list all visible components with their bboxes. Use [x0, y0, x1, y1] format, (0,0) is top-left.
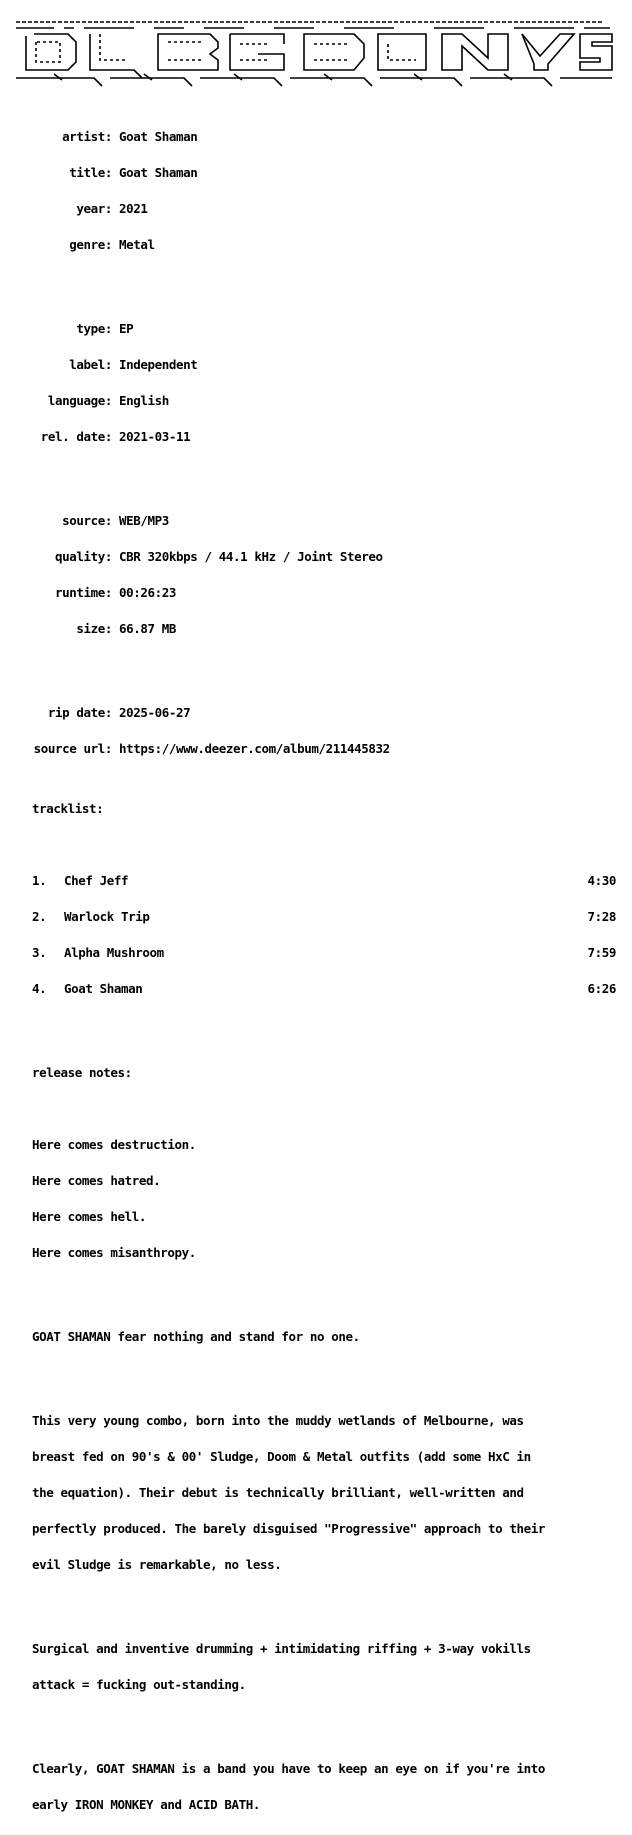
meta-value: Metal [119, 237, 155, 252]
spacer [8, 827, 616, 839]
meta-key: title: [69, 165, 112, 180]
notes-paragraph [8, 1391, 616, 1583]
meta-row [8, 167, 616, 179]
meta-key: rel. date: [40, 429, 112, 444]
notes-paragraph [8, 1115, 616, 1271]
spacer [8, 467, 616, 479]
spacer [8, 275, 616, 287]
notes-line: attack = fucking out-standing. [32, 1677, 246, 1692]
meta-key: size: [76, 621, 112, 636]
track-number: 2. [32, 909, 47, 924]
notes-line: Here comes hell. [32, 1209, 147, 1224]
spacer [8, 1283, 616, 1295]
track-duration: 7:28 [587, 909, 616, 924]
meta-block-4 [8, 683, 616, 767]
spacer [8, 1715, 616, 1727]
track-number: 1. [32, 873, 47, 888]
meta-row [8, 707, 616, 719]
meta-value: Goat Shaman [119, 129, 198, 144]
meta-row [8, 623, 616, 635]
release-notes-heading: release notes: [32, 1065, 132, 1080]
spacer [8, 659, 616, 671]
notes-line: Clearly, GOAT SHAMAN is a band you have to keep an eye on if you're into [32, 1761, 546, 1776]
track-duration: 6:26 [587, 981, 616, 996]
meta-row [8, 551, 616, 563]
notes-line: Here comes hatred. [32, 1173, 161, 1188]
notes-line: early IRON MONKEY and ACID BATH. [32, 1797, 261, 1812]
track-duration: 4:30 [587, 873, 616, 888]
meta-row [8, 587, 616, 599]
spacer [8, 1043, 616, 1055]
notes-line: evil Sludge is remarkable, no less. [32, 1557, 282, 1572]
track-title: Alpha Mushroom [64, 945, 164, 960]
meta-row [8, 359, 616, 371]
source-url-link[interactable]: https://www.deezer.com/album/211445832 [119, 741, 390, 756]
meta-value: Goat Shaman [119, 165, 198, 180]
meta-value: 2021-03-11 [119, 429, 191, 444]
spacer [8, 779, 616, 791]
meta-row [8, 131, 616, 143]
meta-row [8, 395, 616, 407]
meta-key: source url: [33, 741, 112, 756]
meta-value: CBR 320kbps / 44.1 kHz / Joint Stereo [119, 549, 383, 564]
meta-key: genre: [69, 237, 112, 252]
meta-row [8, 203, 616, 215]
track-row [8, 875, 616, 887]
notes-line: Here comes misanthropy. [32, 1245, 196, 1260]
track-title: Chef Jeff [64, 873, 129, 888]
meta-key: label: [69, 357, 112, 372]
meta-key: rip date: [47, 705, 112, 720]
meta-key: artist: [62, 129, 112, 144]
meta-key: source: [62, 513, 112, 528]
spacer [8, 1595, 616, 1607]
meta-row [8, 431, 616, 443]
track-title: Warlock Trip [64, 909, 150, 924]
meta-block-1 [8, 107, 616, 263]
meta-key: year: [76, 201, 112, 216]
notes-line: perfectly produced. The barely disguised "Progressive" approach to their [32, 1521, 546, 1536]
track-duration: 7:59 [587, 945, 616, 960]
track-number: 3. [32, 945, 47, 960]
notes-line: GOAT SHAMAN fear nothing and stand for no one. [32, 1329, 360, 1344]
meta-value: 2025-06-27 [119, 705, 191, 720]
track-row [8, 911, 616, 923]
notes-line: the equation). Their debut is technically brilliant, well-written and [32, 1485, 524, 1500]
meta-value: EP [119, 321, 134, 336]
meta-block-2 [8, 299, 616, 455]
logo-art [14, 14, 614, 84]
notes-line: This very young combo, born into the muddy wetlands of Melbourne, was [32, 1413, 524, 1428]
nfo-text [8, 95, 616, 1835]
notes-paragraph [8, 1307, 616, 1355]
meta-value: 2021 [119, 201, 148, 216]
tracklist [8, 851, 616, 1007]
spacer [8, 1091, 616, 1103]
meta-key: type: [76, 321, 112, 336]
track-number: 4. [32, 981, 47, 996]
notes-paragraph [8, 1739, 616, 1823]
meta-key: quality: [54, 549, 112, 564]
meta-value: English [119, 393, 169, 408]
track-title: Goat Shaman [64, 981, 143, 996]
meta-key: runtime: [54, 585, 112, 600]
spacer [8, 1367, 616, 1379]
track-row [8, 983, 616, 995]
notes-paragraph [8, 1619, 616, 1703]
spacer [8, 1019, 616, 1031]
notes-line: Surgical and inventive drumming + intimidating riffing + 3-way vokills [32, 1641, 531, 1656]
notes-line: Here comes destruction. [32, 1137, 196, 1152]
meta-row [8, 515, 616, 527]
notes-line: breast fed on 90's & 00' Sludge, Doom & Metal outfits (add some HxC in [32, 1449, 531, 1464]
meta-value: WEB/MP3 [119, 513, 169, 528]
ascii-logo [14, 14, 614, 84]
tracklist-heading: tracklist: [32, 801, 104, 816]
meta-value: 66.87 MB [119, 621, 177, 636]
meta-row [8, 239, 616, 251]
meta-key: language: [47, 393, 112, 408]
track-row [8, 947, 616, 959]
meta-value: 00:26:23 [119, 585, 177, 600]
meta-row [8, 323, 616, 335]
meta-block-3 [8, 491, 616, 647]
meta-row [8, 743, 616, 755]
meta-value: Independent [119, 357, 198, 372]
